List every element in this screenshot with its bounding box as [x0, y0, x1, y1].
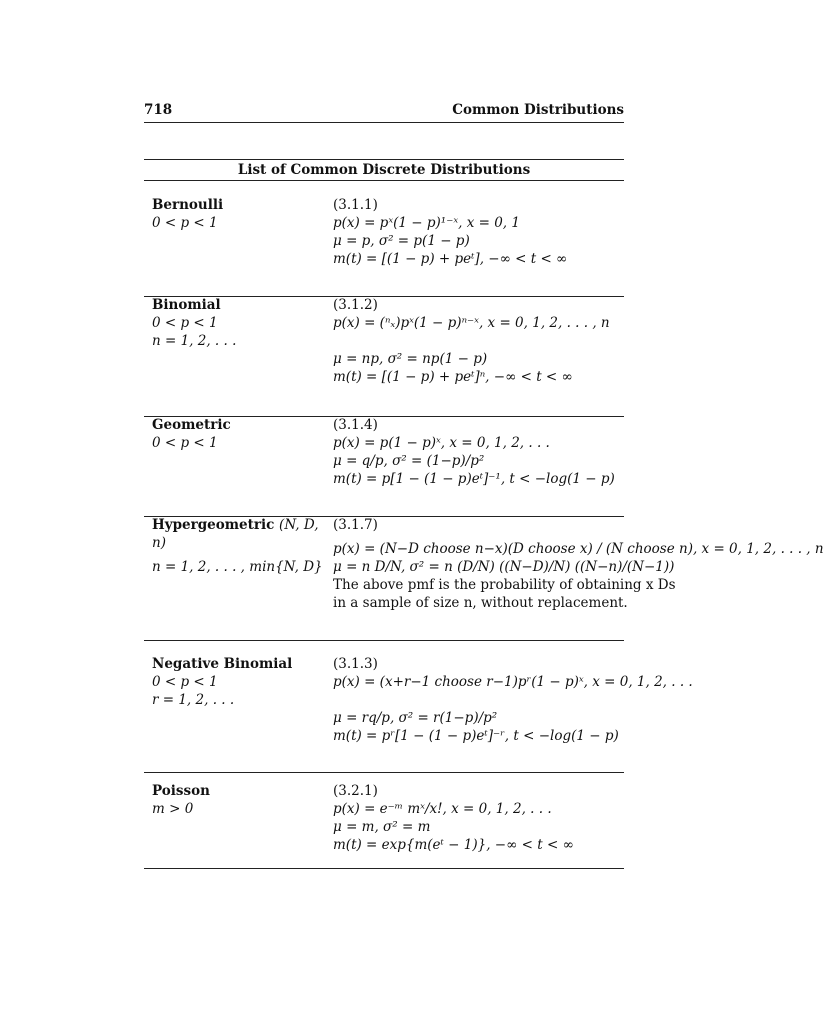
parameter-constraint: m > 0	[152, 801, 194, 817]
parameter-constraint: r = 1, 2, . . .	[152, 692, 235, 708]
pmf-formula: p(x) = p(1 − p)ˣ, x = 0, 1, 2, . . .	[333, 435, 550, 451]
book-page	[144, 96, 824, 896]
distribution-formulas	[333, 516, 824, 612]
distribution-name: Binomial	[152, 297, 221, 313]
distribution-left-column	[152, 196, 322, 232]
parameter-constraint: 0 < p < 1	[152, 674, 218, 690]
mgf-formula: m(t) = p[1 − (1 − p)eᵗ]⁻¹, t < −log(1 − p)	[333, 471, 615, 487]
distribution-name	[152, 516, 332, 552]
moments-formula: μ = rq/p, σ² = r(1−p)/p²	[333, 710, 498, 726]
page-number: 718	[144, 102, 173, 118]
distribution-left-column	[152, 782, 322, 818]
pmf-note: in a sample of size n, without replacement.	[333, 595, 628, 611]
distribution-bernoulli	[144, 196, 624, 297]
distribution-formulas	[333, 196, 623, 268]
distribution-name: Negative Binomial	[152, 656, 293, 672]
pmf-note: The above pmf is the probability of obtaining x Ds	[333, 577, 676, 593]
distribution-formulas	[333, 416, 623, 488]
distribution-hypergeometric	[144, 516, 824, 641]
distribution-formulas	[333, 296, 623, 386]
distribution-name: Geometric	[152, 417, 231, 433]
distribution-poisson	[144, 772, 624, 869]
parameter-constraint: 0 < p < 1	[152, 215, 218, 231]
running-head	[144, 102, 624, 123]
pmf-formula: p(x) = (ⁿₓ)pˣ(1 − p)ⁿ⁻ˣ, x = 0, 1, 2, . . . , n	[333, 315, 610, 331]
distribution-left-column	[152, 516, 332, 576]
parameter-constraint: n = 1, 2, . . .	[152, 333, 237, 349]
distribution-formulas	[333, 782, 623, 854]
distribution-name-args: (N, D, n)	[152, 517, 319, 551]
mgf-formula: m(t) = [(1 − p) + peᵗ], −∞ < t < ∞	[333, 251, 568, 267]
distribution-left-column	[152, 416, 322, 452]
distribution-geometric	[144, 416, 624, 517]
pmf-formula: p(x) = e⁻ᵐ mˣ/x!, x = 0, 1, 2, . . .	[333, 801, 552, 817]
moments-formula: μ = q/p, σ² = (1−p)/p²	[333, 453, 485, 469]
parameter-constraint: 0 < p < 1	[152, 315, 218, 331]
parameter-constraint: n = 1, 2, . . . , min{N, D}	[152, 559, 323, 575]
moments-formula: μ = p, σ² = p(1 − p)	[333, 233, 470, 249]
distribution-left-column	[152, 655, 322, 709]
distribution-name: Poisson	[152, 783, 210, 799]
pmf-formula: p(x) = (x+r−1 choose r−1)pʳ(1 − p)ˣ, x = 0, 1, 2, . . .	[333, 674, 693, 690]
distribution-left-column	[152, 296, 322, 350]
moments-formula: μ = m, σ² = m	[333, 819, 431, 835]
distribution-formulas	[333, 655, 693, 745]
pmf-formula: p(x) = (N−D choose n−x)(D choose x) / (N choose n), x = 0, 1, 2, . . . , n	[333, 541, 824, 557]
distribution-binomial	[144, 296, 624, 417]
mgf-formula: m(t) = exp{m(eᵗ − 1)}, −∞ < t < ∞	[333, 837, 574, 853]
moments-formula: μ = np, σ² = np(1 − p)	[333, 351, 488, 367]
distribution-negative-binomial	[144, 640, 693, 773]
equation-reference: (3.1.3)	[333, 656, 378, 672]
moments-formula: μ = n D/N, σ² = n (D/N) ((N−D)/N) ((N−n)/(N−1))	[333, 559, 675, 575]
pmf-formula: p(x) = pˣ(1 − p)¹⁻ˣ, x = 0, 1	[333, 215, 520, 231]
equation-reference: (3.2.1)	[333, 783, 378, 799]
equation-reference: (3.1.2)	[333, 297, 378, 313]
distribution-name-text: Hypergeometric	[152, 517, 275, 533]
mgf-formula: m(t) = pʳ[1 − (1 − p)eᵗ]⁻ʳ, t < −log(1 − p)	[333, 728, 619, 744]
mgf-formula: m(t) = [(1 − p) + peᵗ]ⁿ, −∞ < t < ∞	[333, 369, 573, 385]
equation-reference: (3.1.7)	[333, 517, 378, 533]
running-title: Common Distributions	[452, 102, 624, 118]
parameter-constraint: 0 < p < 1	[152, 435, 218, 451]
spacer	[333, 691, 623, 709]
equation-reference: (3.1.4)	[333, 417, 378, 433]
equation-reference: (3.1.1)	[333, 197, 378, 213]
distribution-name: Bernoulli	[152, 197, 224, 213]
spacer	[333, 332, 623, 350]
table-title-rules	[144, 159, 624, 181]
table-title: List of Common Discrete Distributions	[237, 162, 531, 178]
